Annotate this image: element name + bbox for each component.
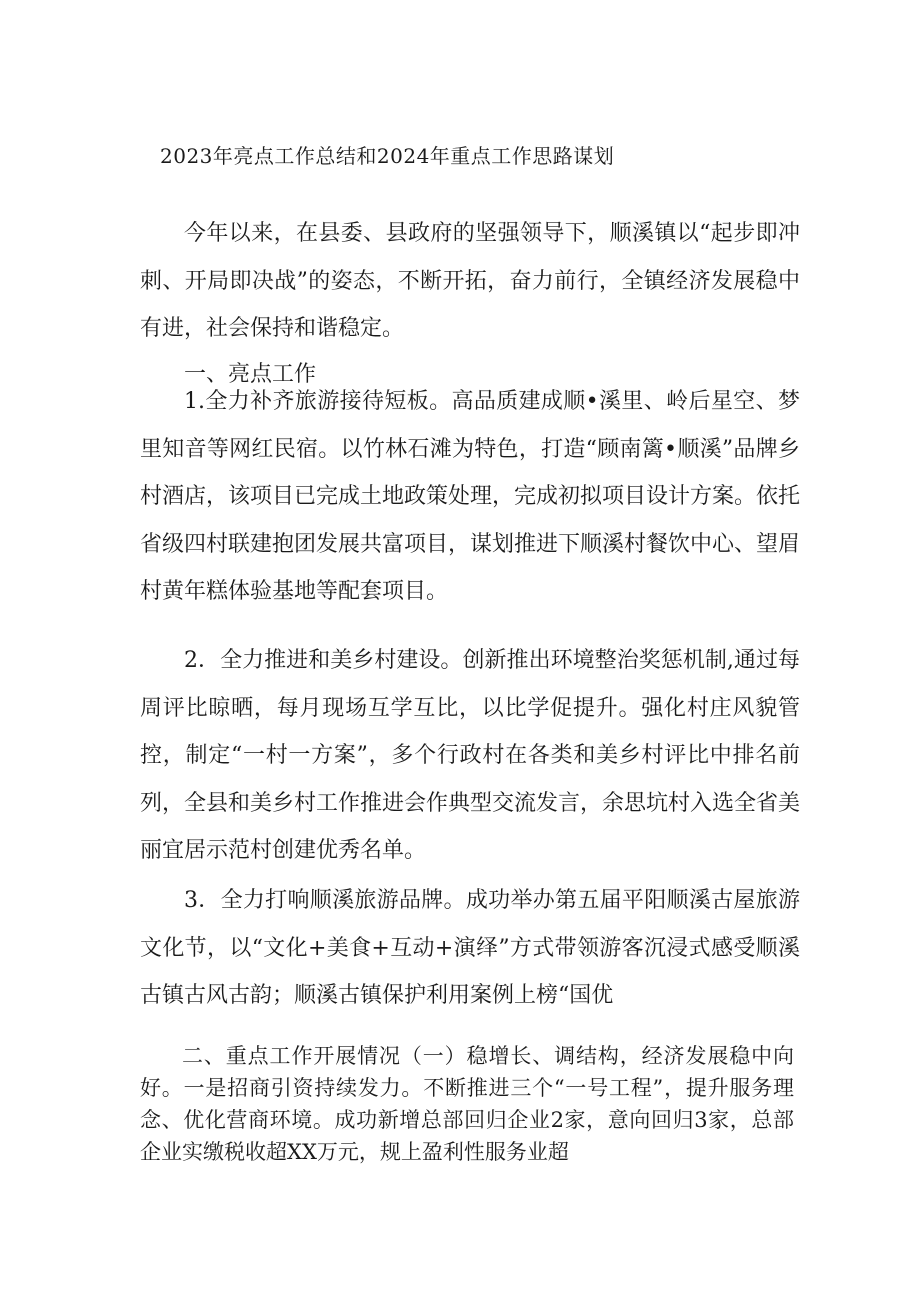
section-2-paragraph: 二、重点工作开展情况（一）稳增长、调结构，经济发展稳中向好。一是招商引资持续发力。不断推进三个“一号工程”，提升服务理念、优化营商环境。成功新增总部回归企业2家，意向回归3家，总部企业实缴税收超XX万元，规上盈利性服务业超 bbox=[140, 1044, 794, 1164]
intro-paragraph: 今年以来，在县委、县政府的坚强领导下，顺溪镇以“起步即冲刺、开局即决战”的姿态，不断开拓，奋力前行，全镇经济发展稳中有进，社会保持和谐稳定。 bbox=[140, 221, 800, 341]
section-heading-highlights: 一、亮点工作 bbox=[184, 362, 317, 387]
highlight-item-2: 2．全力推进和美乡村建设。创新推出环境整治奖惩机制,通过每周评比晾晒，每月现场互学互比，以比学促提升。强化村庄风貌管控，制定“一村一方案”，多个行政村在各类和美乡村评比中排名前列，全县和美乡村工作推进会作典型交流发言，余思坑村入选全省美丽宜居示范村创建优秀名单。 bbox=[140, 648, 801, 863]
document-title: 2023年亮点工作总结和2024年重点工作思路谋划 bbox=[160, 144, 615, 168]
highlight-item-1: 1.全力补齐旅游接待短板。高品质建成顺•溪里、岭后星空、梦里知音等网红民宿。以竹林石滩为特色，打造“顾南篱•顺溪”品牌乡村酒店，该项目已完成土地政策处理，完成初拟项目设计方案。依托省级四村联建抱团发展共富项目，谋划推进下顺溪村餐饮中心、望眉村黄年糕体验基地等配套项目。 bbox=[140, 389, 801, 604]
highlight-item-3: 3．全力打响顺溪旅游品牌。成功举办第五届平阳顺溪古屋旅游文化节，以“文化+美食+互动+演绎”方式带领游客沉浸式感受顺溪古镇古风古韵；顺溪古镇保护利用案例上榜“国优 bbox=[140, 888, 800, 1008]
